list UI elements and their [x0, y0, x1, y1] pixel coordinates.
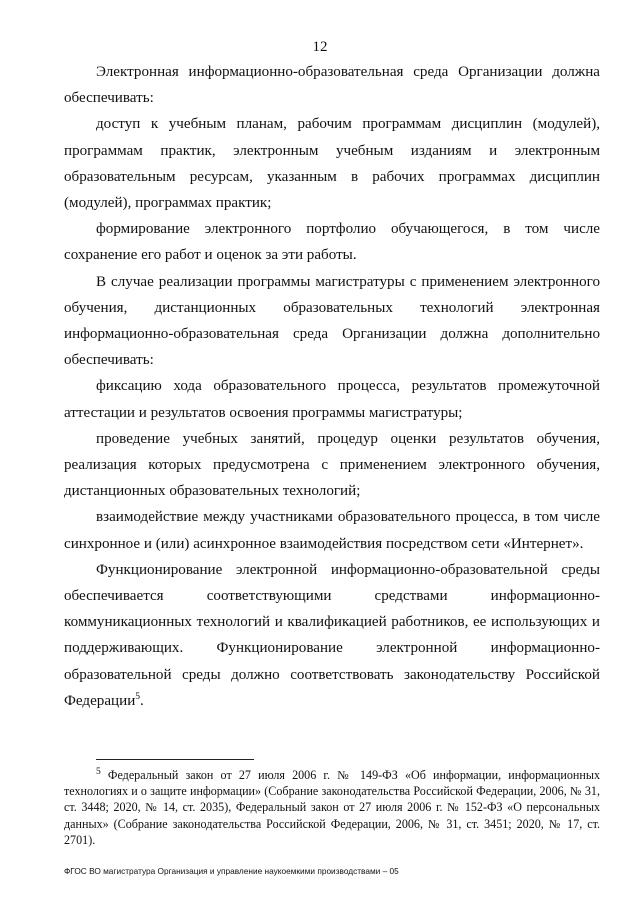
paragraph-intro: Электронная информационно-образовательная среда Организации должна обеспечивать: — [64, 64, 600, 107]
page-number: 12 — [312, 39, 328, 55]
paragraph-interaction: взаимодействие между участниками образовательного процесса, в том числе синхронное и (или) асинхронное взаимодействия посредством сети «Интернет». — [64, 509, 600, 552]
paragraph-functioning-period: . — [140, 692, 144, 709]
paragraph-classes: проведение учебных занятий, процедур оценки результатов обучения, реализация которых предусмотрена с применением электронного обучения, дистанционных образовательных технологий; — [64, 430, 600, 500]
footnote-reference[interactable]: 5 — [135, 691, 141, 702]
paragraph-process-recording: фиксацию хода образовательного процесса, результатов промежуточной аттестации и результатов освоения программы магистратуры; — [64, 378, 600, 421]
footnote-marker: 5 — [96, 766, 101, 777]
page-footer: ФГОС ВО магистратура Организация и управление наукоемкими производствами – 05 — [64, 866, 399, 876]
paragraph-functioning-text: Функционирование электронной информационно-образовательной среды обеспечивается соответствующими средствами информационно-коммуникационных технологий и квалификацией работников, ее использующих и поддерживающих. Функционирование электронной информационно-образовательной среды должно соответствовать законодательству Российской Федерации — [64, 561, 600, 709]
footnote — [64, 767, 600, 848]
footnote-paragraph — [64, 767, 600, 848]
paragraph-functioning — [64, 557, 600, 714]
paragraph-portfolio: формирование электронного портфолио обучающегося, в том числе сохранение его работ и оценок за эти работы. — [64, 221, 600, 264]
body-text — [64, 59, 600, 714]
paragraph-access-plans: доступ к учебным планам, рабочим программам дисциплин (модулей), программам практик, электронным учебным изданиям и электронным образовательным ресурсам, указанным в рабочих программах дисциплин (модулей), программах практик; — [64, 116, 600, 212]
footnote-text: Федеральный закон от 27 июля 2006 г. № 149-ФЗ «Об информации, информационных технологиях и о защите информации» (Собрание законодательства Российской Федерации, 2006, № 31, ст. 3448; 2020, № 14, ст. 2035), Федеральный закон от 27 июля 2006 г. № 152-ФЗ «О персональных данных» (Собрание законодательства Российской Федерации, 2006, № 31, ст. 3451; 2020, № 17, ст. 2701). — [64, 768, 600, 847]
paragraph-elearning-case: В случае реализации программы магистратуры с применением электронного обучения, дистанционных образовательных технологий электронная информационно-образовательная среда Организации должна дополнительно обеспечивать: — [64, 273, 600, 369]
footnote-divider — [96, 759, 254, 760]
